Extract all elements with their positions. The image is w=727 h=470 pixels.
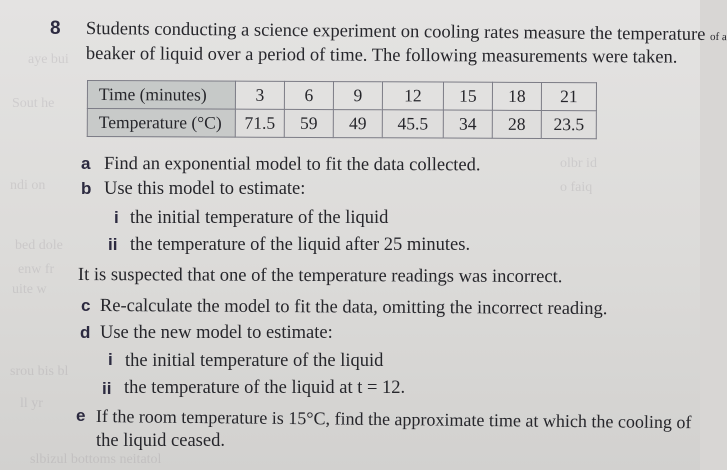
part-b-label: b (81, 179, 92, 198)
intro-text: Students conducting a science experiment on cooling rates measure the temperature (85, 19, 706, 45)
part-d-label: d (80, 323, 91, 342)
part-d-ii-text: the temperature of the liquid at t = 12. (124, 378, 406, 398)
bleed-through-text: ndi on (10, 178, 46, 193)
part-d-text: Use the new model to estimate: (100, 323, 333, 343)
part-d-i-label: i (108, 350, 113, 369)
intro-tail: of a (709, 30, 727, 44)
question-intro-line-2: beaker of liquid over a period of time. The following measurements were taken. (85, 44, 678, 68)
bleed-through-text: ll yr (20, 396, 43, 411)
question-intro-line-1 (86, 19, 727, 46)
table-cell: 18 (492, 82, 541, 110)
bleed-through-text: o faiq (560, 180, 593, 195)
table-cell: 21 (541, 82, 596, 110)
table-cell: 28 (492, 110, 541, 138)
bleed-through-text: uite w (12, 282, 47, 297)
part-b-text: Use this model to estimate: (104, 179, 306, 199)
part-b-i-label: i (114, 208, 119, 227)
table-cell: 34 (443, 110, 492, 138)
bleed-through-text: slbizul bottoms neitatol (30, 452, 162, 467)
question-number: 8 (50, 18, 61, 39)
bleed-through-text: olbr id (560, 156, 597, 171)
measurements-table (87, 80, 597, 139)
table-cell: 45.5 (382, 110, 443, 138)
table-cell: 49 (333, 110, 382, 138)
part-c-text: Re-calculate the model to fit the data, omitting the incorrect reading. (99, 296, 608, 320)
row-header-temperature: Temperature (°C) (87, 109, 235, 138)
part-e-label: e (76, 406, 86, 425)
table-cell: 23.5 (541, 110, 596, 138)
table-cell: 12 (382, 82, 443, 110)
table-cell: 15 (443, 82, 492, 110)
table-cell: 3 (235, 81, 284, 109)
part-a-label: a (81, 154, 91, 173)
table-cell: 71.5 (235, 109, 284, 137)
bleed-through-text: aye bui (28, 52, 69, 67)
part-b-ii-label: ii (108, 235, 118, 254)
table-cell: 59 (284, 109, 333, 137)
row-header-time: Time (minutes) (87, 81, 235, 110)
table-row-time (87, 81, 596, 111)
part-e-text-line-1: If the room temperature is 15°C, find the approximate time at which the cooling of (95, 406, 692, 433)
bleed-through-text: srou bis bl (10, 364, 69, 379)
part-d-ii-label: ii (102, 379, 112, 398)
part-d-i-text: the initial temperature of the liquid (125, 351, 384, 371)
part-b-ii-text: the temperature of the liquid after 25 minutes. (130, 235, 471, 255)
part-a-text: Find an exponential model to fit the data collected. (103, 154, 481, 176)
table-row-temperature (87, 109, 596, 139)
table-cell: 6 (284, 81, 333, 109)
part-b-i-text: the initial temperature of the liquid (130, 208, 389, 228)
bleed-through-text: bed dole (15, 238, 63, 253)
part-e-text-line-2: the liquid ceased. (96, 431, 225, 451)
table-cell: 9 (333, 82, 382, 110)
incorrect-reading-note: It is suspected that one of the temperature readings was incorrect. (77, 265, 563, 288)
bleed-through-text: enw fr (18, 262, 55, 277)
part-c-label: c (81, 296, 91, 315)
bleed-through-text: Sout he (12, 96, 55, 111)
